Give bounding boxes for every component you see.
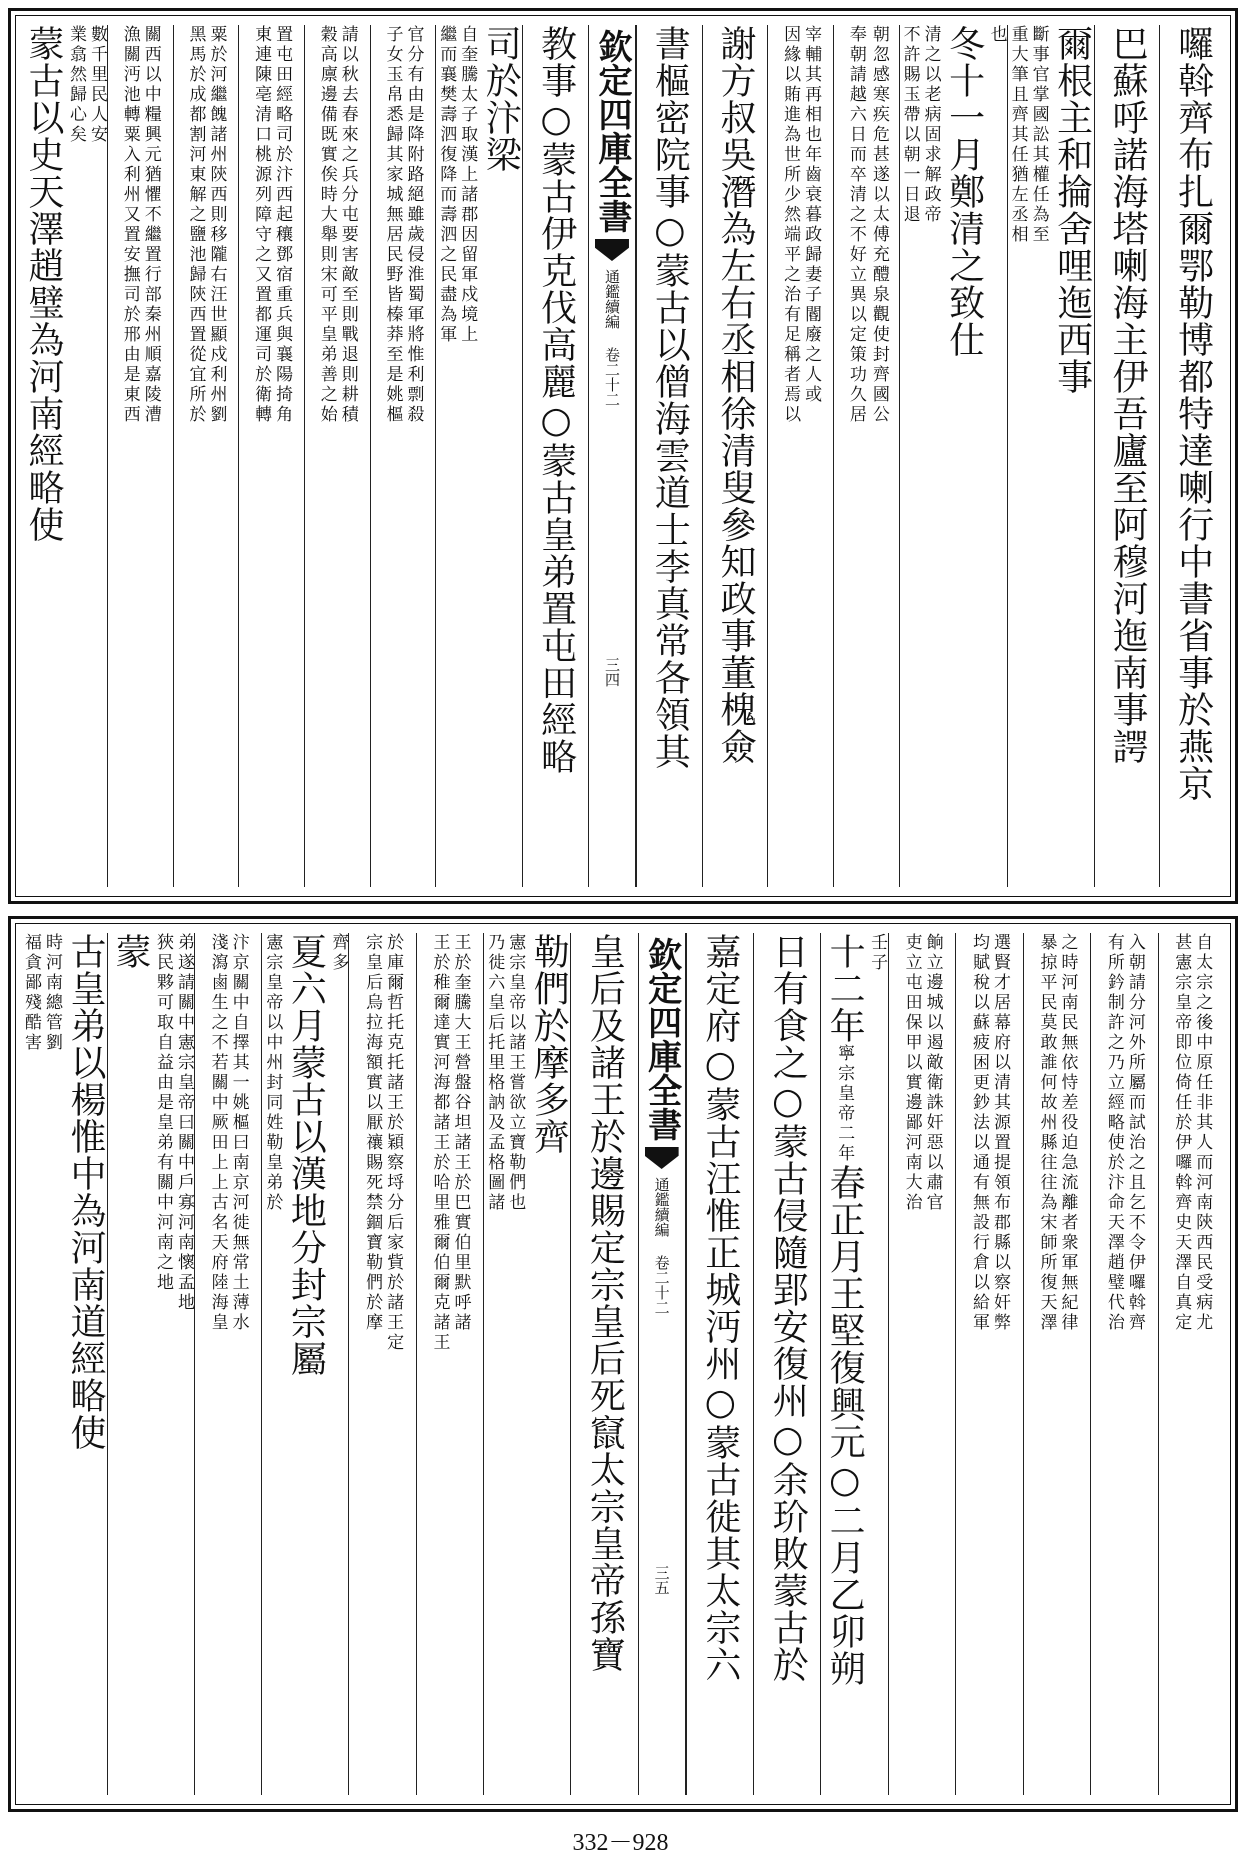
volume-label: 通鑑續編 卷二十二 [652, 1177, 671, 1315]
annotation-column: 壬子 [867, 933, 888, 973]
annotation-column: 清之以老病固求解政帝 [920, 25, 941, 225]
text-column: 春正月王堅復興元○二月乙卯朔 [824, 1164, 866, 1687]
annotation-column: 憲宗皇帝以中州封同姓勒皇弟於 [262, 933, 283, 1213]
annotation-column: 奉朝請越六日而卒清之不好立異以定策功久居 [845, 25, 866, 425]
annotation-column: 均賦稅以蘇疲困更鈔法以通有無設行倉以給軍 [969, 933, 990, 1333]
annotation-column: 王於稚爾達實河海都諸王於哈里雅爾伯爾克諸王 [429, 933, 450, 1353]
annotation-column: 淺瀉鹵生之不若關中厥田上上古名天府陸海皇 [207, 933, 228, 1333]
annotation-column: 重大筆且齊其任猶左丞相 [1007, 25, 1028, 245]
annotation-column: 宗皇后烏拉海額實以厭禳賜死禁錮寶勒們於摩 [362, 933, 383, 1333]
annotation-column: 吏立屯田保甲以實邊鄙河南大治 [901, 933, 922, 1213]
page-body [21, 933, 1225, 1795]
fishtail-mark [645, 1147, 679, 1169]
page-body [21, 25, 1225, 887]
center-banner [588, 25, 636, 887]
annotation-column: 穀高廪邊備既實俟時大舉則宋可平皇弟善之始 [316, 25, 337, 425]
reign-note: 寧宗皇帝二年 [834, 1044, 855, 1164]
text-column: 巴蘇呼諾海塔喇海主伊吾廬至阿穆河迤南事諤 [1106, 25, 1148, 765]
annotation-column: 餉立邊城以遏敵衛誅奸惡以肅官 [922, 933, 943, 1213]
annotation-column: 粟於河繼餽諸州陝西則移隴右汪世顯戍利州劉 [206, 25, 227, 425]
text-column: 教事○蒙古伊克伐高麗○蒙古皇弟置屯田經略 [535, 25, 577, 775]
page-bottom [8, 916, 1238, 1812]
annotation-column: 齊多 [328, 933, 349, 973]
text-column: 勒們於摩多齊 [528, 933, 570, 1155]
annotation-column: 因緣以賄進為世所少然端平之治有足稱者焉以 [780, 25, 801, 425]
text-column: 司於汴梁 [480, 25, 522, 173]
annotation-column: 有所鈐制許之乃立經略使於汴命天澤趙璧代治 [1103, 933, 1124, 1333]
page-top [8, 8, 1238, 904]
annotation-column: 置屯田經略司於汴西起穰鄧宿重兵與襄陽掎角 [272, 25, 293, 425]
annotation-column: 繼而襄樊壽泗復降而壽泗之民盡為軍 [436, 25, 457, 345]
annotation-column: 宰輔其再相也年齒衰暮政歸妻子閽廢之人或 [801, 25, 822, 405]
text-column: 書樞密院事○蒙古以僧海雲道士李真常各領其 [649, 25, 691, 770]
annotation-column: 官分有由是降附路絕雖歲侵淮蜀軍將惟利剽殺 [403, 25, 424, 425]
text-column: 囉斡齊布扎爾鄂勒博都特達喇行中書省事於燕京 [1172, 25, 1214, 802]
annotation-column: 黑馬於成都割河東解之鹽池歸陝西置從宜所於 [185, 25, 206, 425]
leaf-number: 三四 [602, 657, 621, 687]
volume-label: 通鑑續編 卷二十二 [602, 269, 621, 407]
annotation-column: 不許賜玉帶以朝一日退 [899, 25, 920, 225]
annotation-column: 汴京關中自擇其一姚樞曰南京河徙無常土薄水 [228, 933, 249, 1333]
text-column: 蒙古以史天澤趙璧為河南經略使 [22, 25, 64, 543]
annotation-column: 自奎騰太子取漢上諸郡因留軍戍境上 [457, 25, 478, 345]
text-column: 嘉定府○蒙古汪惟正城沔州○蒙古徙其太宗六 [699, 933, 741, 1683]
annotation-column: 福貪鄙殘酷害 [20, 933, 41, 1053]
annotation-column: 時河南總管劉 [41, 933, 62, 1053]
text-column: 蒙 [109, 933, 151, 970]
text-column: 夏六月蒙古以漢地分封宗屬 [285, 933, 327, 1377]
annotation-column: 選賢才居幕府以清其源置提領布郡縣以察奸弊 [990, 933, 1011, 1333]
annotation-column: 憲宗皇帝以諸王嘗欲立寶勒們也 [505, 933, 526, 1213]
annotation-column: 王於奎騰大王營盤谷坦諸王於巴實伯里默呼諸 [450, 933, 471, 1333]
annotation-column: 也 [986, 25, 1007, 45]
text-column: 冬十一月鄭清之致仕 [943, 25, 985, 358]
text-column: 謝方叔吳潛為左右丞相徐清叟參知政事董槐僉 [714, 25, 756, 765]
text-column: 爾根主和掄舍哩迤西事 [1051, 25, 1093, 395]
annotation-column: 狹民夥可取自益由是皇弟有關中河南之地 [152, 933, 173, 1293]
text-column: 皇后及諸王於邊賜定宗皇后死竄太宗皇帝孫寶 [584, 933, 626, 1673]
annotation-column: 數千里民人安 [86, 25, 107, 145]
annotation-column: 乃徙六皇后托里格訥及孟格圖諸 [484, 933, 505, 1213]
leaf-number: 三五 [652, 1565, 671, 1595]
annotation-column: 斷事官掌國訟其權任為至 [1028, 25, 1049, 245]
text-column: 古皇弟以楊惟中為河南道經略使 [64, 933, 106, 1451]
annotation-column: 東連陳亳清口桃源列障守之又置都運司於衛轉 [251, 25, 272, 425]
fishtail-mark [595, 239, 629, 261]
footer-page-number: 332－928 [572, 1830, 669, 1856]
annotation-column: 之時河南民無依恃差役迫急流離者衆軍無紀律 [1057, 933, 1078, 1333]
book-title: 欽定四庫全書 [591, 29, 632, 233]
annotation-column: 朝忽感寒疾危甚遂以太傅充醴泉觀使封齊國公 [868, 25, 889, 425]
annotation-column: 漁關沔池轉粟入利州又置安撫司於邢由是東西 [119, 25, 140, 425]
center-banner [638, 933, 686, 1795]
book-title: 欽定四庫全書 [641, 937, 682, 1141]
annotation-column: 關西以中糧興元猶懼不繼置行部秦州順嘉陵漕 [140, 25, 161, 425]
annotation-column: 業翕然歸心矣 [65, 25, 86, 145]
annotation-column: 暴掠平民莫敢誰何故州縣往往為宋師所復天澤 [1036, 933, 1057, 1333]
annotation-column: 弟遂請關中憲宗皇帝曰關中戶寡河南懷孟地 [173, 933, 194, 1313]
annotation-column: 於庫爾哲托克托諸王於穎察埒分后家貲於諸王定 [383, 933, 404, 1353]
year-heading: 十二年 [824, 933, 866, 1044]
text-column: 日有食之○蒙古侵隨郢安復州○余玠敗蒙古於 [767, 933, 809, 1683]
annotation-column: 甚憲宗皇帝即位倚任於伊囉斡齊史天澤自真定 [1171, 933, 1192, 1333]
annotation-column: 入朝請分河外所屬而試治之且乞不令伊囉斡齊 [1124, 933, 1145, 1333]
annotation-column: 子女玉帛悉歸其家城無居民野皆榛莽至是姚樞 [382, 25, 403, 425]
annotation-column: 自太宗之後中原任非其人而河南陝西民受病尤 [1192, 933, 1213, 1333]
annotation-column: 請以秋去春來之兵分屯要害敵至則戰退則耕積 [337, 25, 358, 425]
